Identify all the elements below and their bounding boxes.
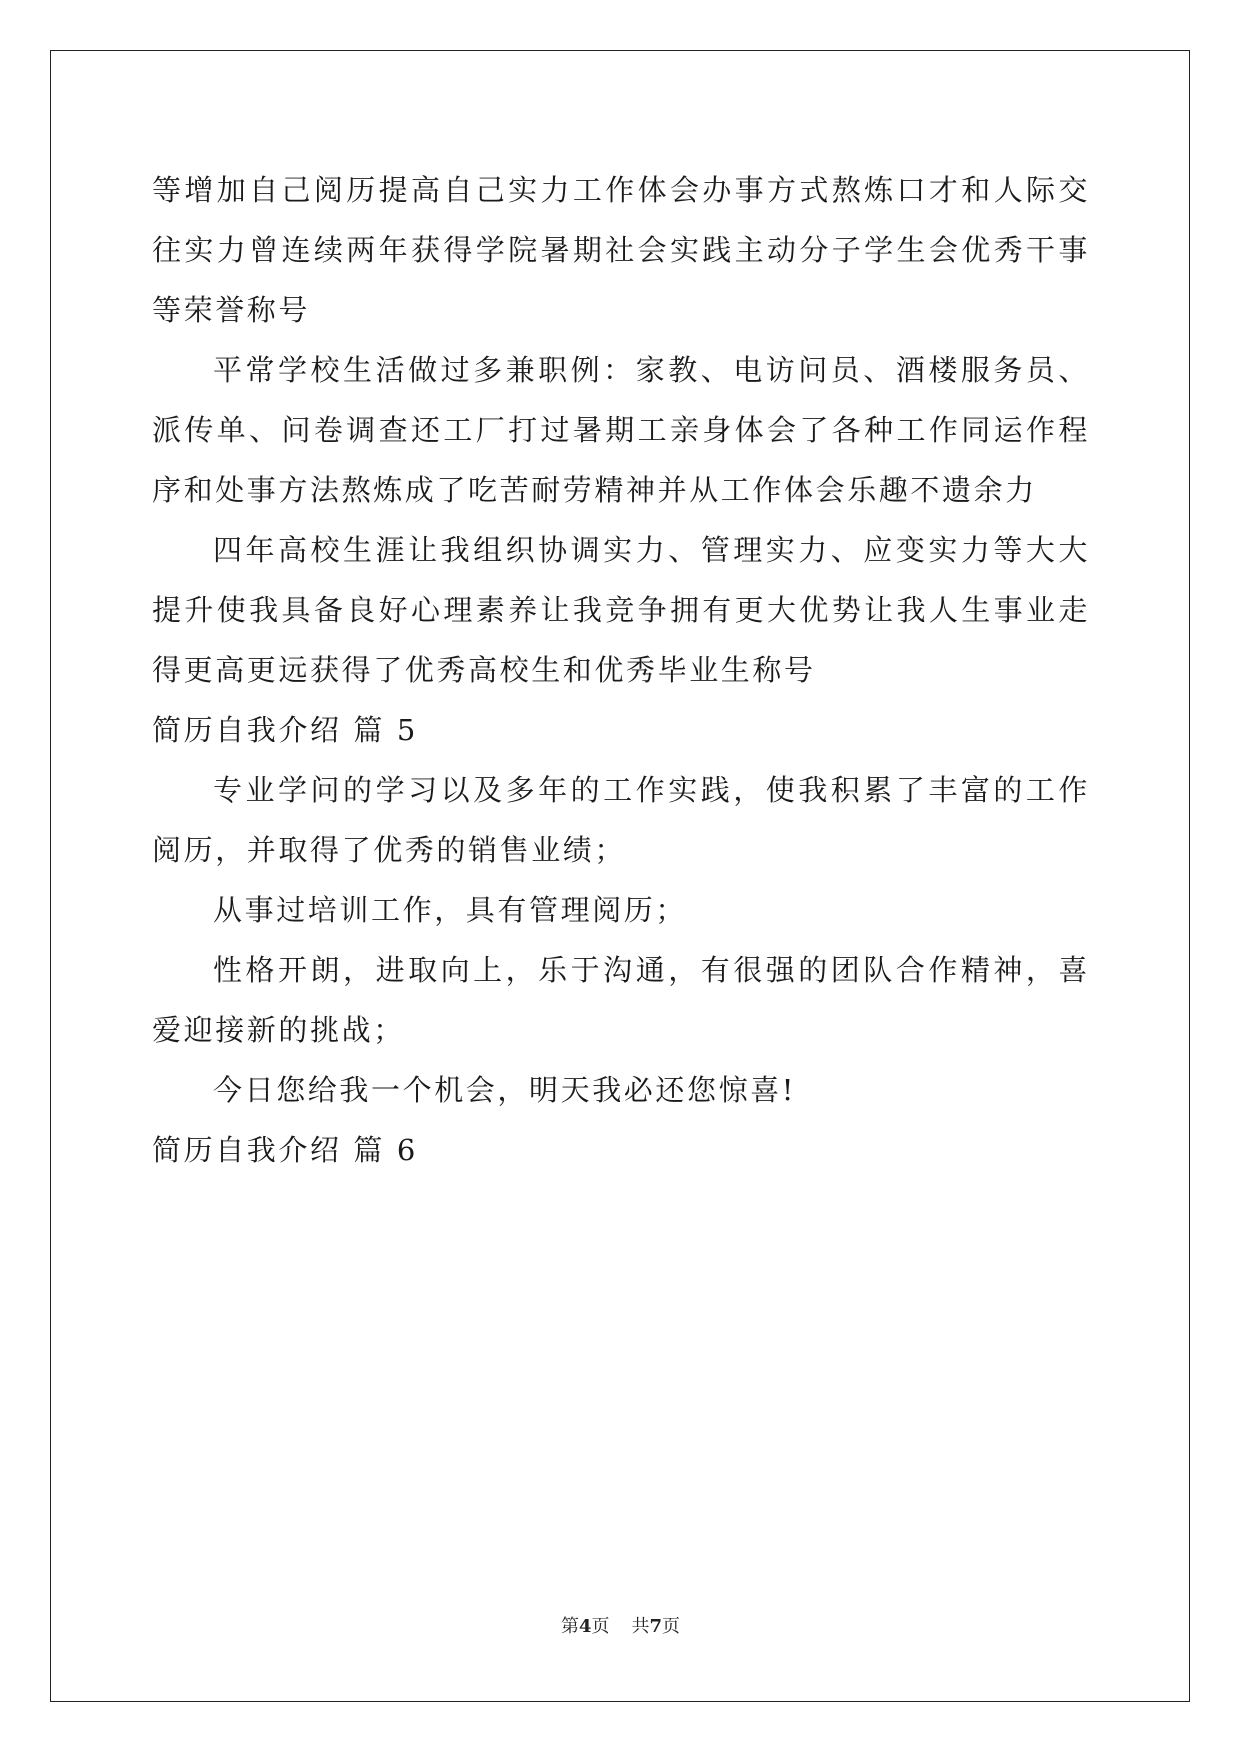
total-page-number: 7 [649,1616,663,1637]
section5-paragraph-2: 从事过培训工作，具有管理阅历； [213,893,688,927]
paragraph-2: 平常学校生活做过多兼职例：家教、电访问员、酒楼服务员、派传单、问卷调查还工厂打过暑期工亲身体会了各种工作同运作程序和处事方法熬炼成了吃苦耐劳精神并从工作体会乐趣不遗余力 [152,353,1090,507]
footer-total-prefix: 共 [631,1616,650,1637]
page-footer [0,1612,1241,1638]
document-body [152,160,1090,1180]
footer-mid: 页 [591,1616,610,1637]
current-page-number: 4 [578,1616,592,1637]
section5-paragraph-3: 性格开朗，进取向上，乐于沟通，有很强的团队合作精神，喜爱迎接新的挑战； [152,953,1090,1047]
paragraph-3: 四年高校生涯让我组织协调实力、管理实力、应变实力等大大提升使我具备良好心理素养让我竞争拥有更大优势让我人生事业走得更高更远获得了优秀高校生和优秀毕业生称号 [152,533,1090,687]
footer-suffix: 页 [662,1616,681,1637]
section-heading-5: 简历自我介绍 篇 5 [152,713,418,747]
section-heading-6: 简历自我介绍 篇 6 [152,1133,418,1167]
section5-paragraph-4: 今日您给我一个机会，明天我必还您惊喜! [213,1073,797,1107]
footer-prefix: 第 [560,1616,579,1637]
paragraph-1: 等增加自己阅历提高自己实力工作体会办事方式熬炼口才和人际交往实力曾连续两年获得学院暑期社会实践主动分子学生会优秀干事等荣誉称号 [152,173,1090,327]
section5-paragraph-1: 专业学问的学习以及多年的工作实践，使我积累了丰富的工作阅历，并取得了优秀的销售业绩； [152,773,1090,867]
